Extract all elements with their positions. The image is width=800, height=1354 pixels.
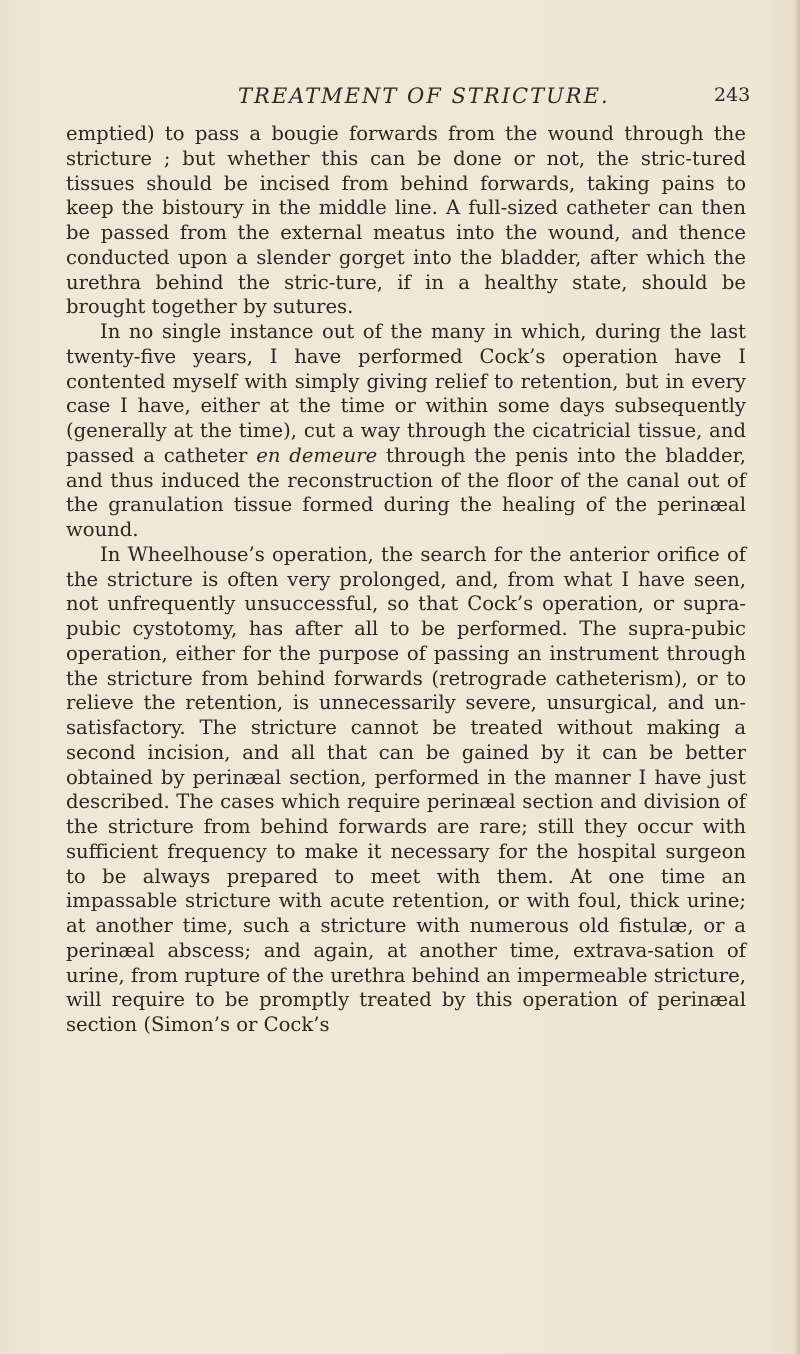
paragraph-continued: emptied) to pass a bougie forwards from the wound through the stricture ; but whether this can be done or not, the stric-tured tissues should be incised from behind forwards, taking pains to keep the bistoury in the middle line. A full-sized catheter can then be passed from the external meatus into the wound, and thence conducted upon a slender gorget into the bladder, after which the urethra behind the stric-ture, if in a healthy state, should be brought together by sutures. <box>66 122 746 319</box>
emphasis-en-demeure: en demeure <box>256 443 378 467</box>
page-edge-shadow <box>794 0 800 1354</box>
running-title: TREATMENT OF STRICTURE. <box>238 84 610 108</box>
paragraph-wheelhouses-operation: In Wheelhouse’s operation, the search for the anterior orifice of the stricture is often very prolonged, and, from what I have seen, not unfrequently unsuccessful, so that Cock’s operation, or supra-pubic cystotomy, has after all to be performed. The supra-pubic operation, either for the purpose of passing an instrument through the stricture from behind forwards (retrograde catheterism), or to relieve the retention, is unnecessarily severe, unsurgical, and un-satisfactory. The stricture cannot be treated without making a second incision, and all that can be gained by it can be better obtained by perinæal section, performed in the manner I have just described. The cases which require perinæal section and division of the stricture from behind forwards are rare; still they occur with sufficient frequency to make it necessary for the hospital surgeon to be always prepared to meet with them. At one time an impassable stricture with acute retention, or with foul, thick urine; at another time, such a stricture with numerous old fistulæ, or a perinæal abscess; and again, at another time, extrava-sation of urine, from rupture of the urethra behind an impermeable stricture, will require to be promptly treated by this operation of perinæal section (Simon’s or Cock’s <box>66 542 746 1036</box>
running-head <box>0 84 800 114</box>
page-number: 243 <box>714 84 751 106</box>
body-text <box>66 122 746 1038</box>
paragraph-cocks-operation <box>66 320 746 543</box>
paragraph-text-before-emphasis: In no single instance out of the many in which, during the last twenty-five years, I have performed Cock’s operation have I contented myself with simply giving relief to retention, but in every case I have, either at the time or within some days subsequently (generally at the time), cut a way through the cicatricial tissue, and passed a catheter <box>66 320 746 467</box>
paragraph-text-after-emphasis: through the penis into the bladder, and thus induced the reconstruction of the floor of the canal out of the granulation tissue formed during the healing of the perinæal wound. <box>66 443 747 541</box>
